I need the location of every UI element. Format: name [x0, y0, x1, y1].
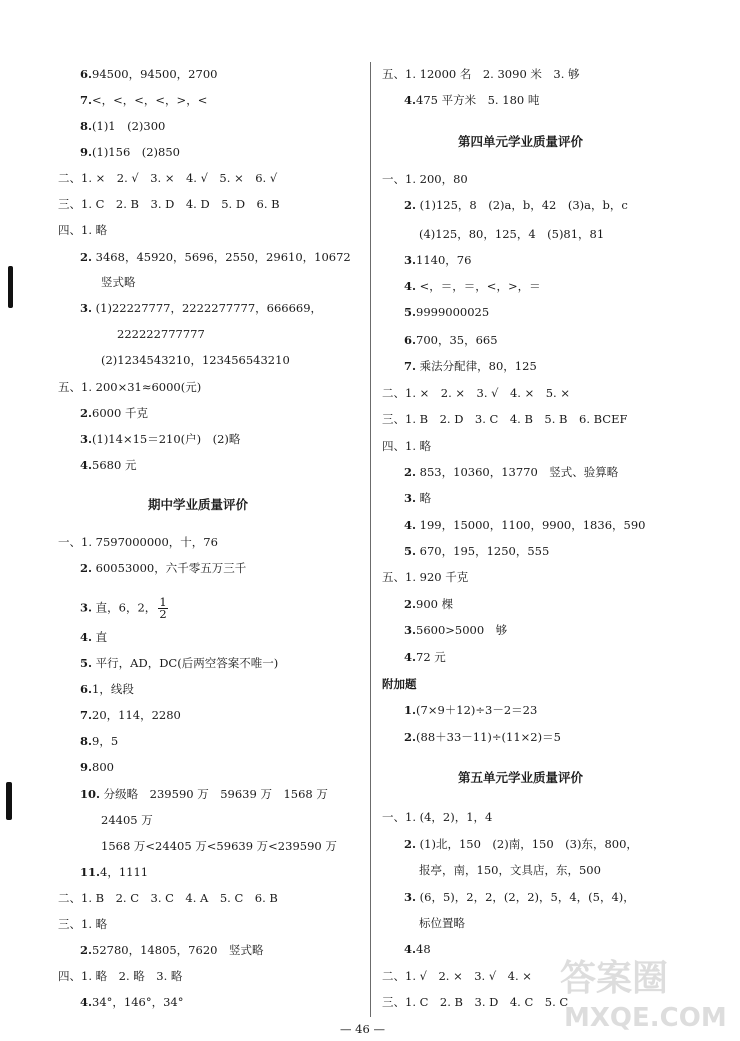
answer-line: 11.4，1111 [80, 865, 149, 879]
answer-line: 4. <，＝，＝，<，>，＝ [404, 279, 541, 293]
answer-line: 四、1. 略 2. 略 3. 略 [58, 969, 183, 983]
answer-line: 四、1. 略 [382, 439, 432, 453]
answer-line: 一、1. (4，2)，1，4 [382, 810, 493, 824]
answer-line: 4.34°，146°，34° [80, 995, 184, 1009]
scan-mark-top [8, 266, 13, 308]
scan-mark-bottom [6, 782, 12, 820]
fraction-one-half: $\frac{1}{2}$ [159, 595, 167, 621]
watermark-url: MXQE.COM [564, 1003, 727, 1033]
answer-line: 3. 略 [404, 491, 432, 505]
answer-line: 2. (1)125，8 (2)a，b，42 (3)a，b，c [404, 198, 628, 212]
answer-line: 4.475 平方米 5. 180 吨 [404, 93, 540, 107]
answer-line: 3. (6，5)，2，2，(2，2)，5，4，(5，4)， [404, 890, 635, 904]
answer-line: 三、1. C 2. B 3. D 4. D 5. D 6. B [58, 197, 280, 211]
answer-line: 1.(7×9＋12)÷3－2＝23 [404, 703, 538, 717]
answer-line: 8.(1)1 (2)300 [80, 119, 166, 133]
answer-line: 24405 万 [101, 813, 153, 827]
answer-line: 标位置略 [419, 916, 465, 930]
answer-line: 三、1. C 2. B 3. D 4. C 5. C [382, 995, 569, 1009]
section-heading-unit4: 第四单元学业质量评价 [458, 134, 584, 149]
answer-line: 4.5680 元 [80, 458, 137, 472]
answer-line: 竖式略 [101, 275, 136, 289]
answer-line: 2. (1)北，150 (2)南，150 (3)东，800， [404, 837, 638, 851]
answer-line: 2.52780，14805，7620 竖式略 [80, 943, 264, 957]
answer-line: 五、1. 920 千克 [382, 570, 469, 584]
answer-line: 8.9，5 [80, 734, 119, 748]
answer-line: 2.900 棵 [404, 597, 454, 611]
answer-line: 三、1. 略 [58, 917, 108, 931]
answer-line: 2.(88＋33－11)÷(11×2)＝5 [404, 730, 561, 744]
answer-line: 3. 直，6，2， $\frac{1}{2}$ [80, 595, 167, 621]
answer-line: 7.20，114，2280 [80, 708, 181, 722]
answer-line: 2. 853，10360，13770 竖式、验算略 [404, 465, 619, 479]
answer-line: 4. 直 [80, 630, 108, 644]
watermark-logo: 答案圈 [560, 958, 669, 999]
answer-line: 五、1. 200×31≈6000(元) [58, 380, 202, 394]
answer-line: 6.700，35，665 [404, 333, 498, 347]
answer-line: 4.48 [404, 942, 431, 956]
section-heading-midterm: 期中学业质量评价 [148, 497, 249, 512]
answer-line: 7.<，<，<，<，>，< [80, 93, 208, 107]
answer-line: 9.(1)156 (2)850 [80, 145, 180, 159]
answer-line: 3.1140，76 [404, 253, 472, 267]
answer-line: 2. 60053000，六千零五万三千 [80, 561, 247, 575]
answer-line: 三、1. B 2. D 3. C 4. B 5. B 6. BCEF [382, 412, 628, 426]
answer-line: 6.94500，94500，2700 [80, 67, 218, 81]
answer-line: 二、1. × 2. √ 3. × 4. √ 5. × 6. √ [58, 171, 278, 185]
column-divider [370, 62, 371, 1017]
answer-line: 二、1. √ 2. × 3. √ 4. × [382, 969, 532, 983]
answer-line: 5.9999000025 [404, 305, 490, 319]
answer-line: 5. 670，195，1250，555 [404, 544, 550, 558]
answer-line: 3.5600>5000 够 [404, 623, 508, 637]
answer-line: 四、1. 略 [58, 223, 108, 237]
section-heading-unit5: 第五单元学业质量评价 [458, 770, 584, 785]
bonus-heading: 附加题 [382, 677, 417, 691]
answer-line: 报亭，南，150，文具店，东，500 [419, 863, 601, 877]
answer-line: 5. 平行，AD，DC(后两空答案不唯一) [80, 656, 279, 670]
answer-line: 2. 3468，45920，5696，2550，29610，10672 [80, 250, 351, 264]
answer-line: 7. 乘法分配律，80，125 [404, 359, 537, 373]
answer-line: 一、1. 200，80 [382, 172, 468, 186]
answer-line: (4)125，80，125，4 (5)81，81 [419, 227, 605, 241]
answer-line: 一、1. 7597000000，十，76 [58, 535, 218, 549]
answer-line: 3. (1)22227777，2222277777，666669， [80, 301, 323, 315]
answer-line: (2)1234543210，123456543210 [101, 353, 290, 367]
answer-line: 3.(1)14×15＝210(户) (2)略 [80, 432, 241, 446]
answer-line: 4. 199，15000，1100，9900，1836，590 [404, 518, 646, 532]
answer-line: 2.6000 千克 [80, 406, 148, 420]
answer-line: 二、1. B 2. C 3. C 4. A 5. C 6. B [58, 891, 278, 905]
answer-line: 9.800 [80, 760, 114, 774]
answer-line: 五、1. 12000 名 2. 3090 米 3. 够 [382, 67, 580, 81]
answer-line: 10. 分级略 239590 万 59639 万 1568 万 [80, 787, 328, 801]
answer-line: 二、1. × 2. × 3. √ 4. × 5. × [382, 386, 571, 400]
answer-line: 4.72 元 [404, 650, 446, 664]
answer-line: 222222777777 [117, 327, 205, 341]
page-number: — 46 — [340, 1022, 385, 1036]
answer-line: 6.1，线段 [80, 682, 134, 696]
answer-line: 1568 万<24405 万<59639 万<239590 万 [101, 839, 337, 853]
